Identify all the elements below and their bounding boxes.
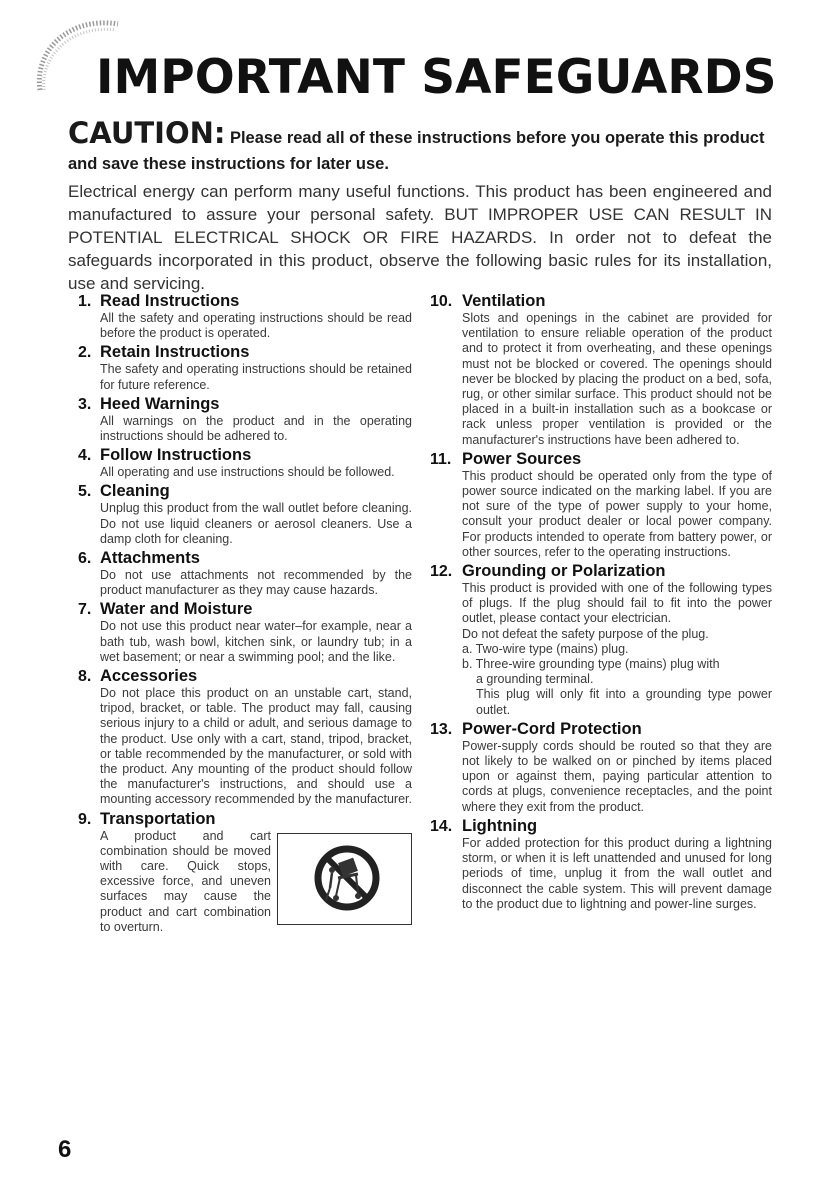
intro-paragraph: Electrical energy can perform many useful functions. This product has been engineered and manufactured to assure your personal safety. BUT IMPROPER USE CAN RESULT IN POTENTIAL ELECTRICAL SHOCK OR FIRE HAZARDS. In order not to defeat the safeguards incorporated in this product, observe the following basic rules for its installation, use and servicing. [68, 182, 772, 293]
safeguard-item [430, 292, 772, 448]
item-number: 14. [430, 817, 453, 835]
right-column [430, 292, 772, 914]
item-body: All the safety and operating instructions should be read before the product is operated. [100, 311, 412, 341]
plug-type-b-note: This plug will only fit into a grounding type power outlet. [476, 687, 772, 717]
item-title: Water and Moisture [100, 600, 253, 619]
left-column [78, 292, 412, 937]
safeguard-item [78, 343, 412, 392]
item-body: A product and cart combination should be moved with care. Quick stops, excessive force, and uneven surfaces may cause the product and cart combination to overturn. [100, 828, 271, 934]
safeguard-item [78, 600, 412, 665]
safeguard-item [78, 395, 412, 444]
item-body: This product should be operated only from the type of power source indicated on the marking label. If you are not sure of the type of power supply to your home, consult your product dealer or local power company. For products intended to operate from battery power, or other sources, refer to the operating instructions. [462, 468, 772, 559]
caution-text-line2: and save these instructions for later use. [68, 155, 389, 173]
safeguard-item-grounding [430, 562, 772, 718]
item-body: Slots and openings in the cabinet are provided for ventilation to ensure reliable operation of the product and to protect it from overheating, and these openings must not be blocked or covered. The openings should never be blocked by placing the product on a bed, sofa, rug, or other similar surface. This product should not be placed in a built-in installation such as a bookcase or rack unless proper ventilation is provided or the manufacturer's instructions have been adhered to. [462, 311, 772, 447]
caution-block [68, 118, 788, 174]
safeguard-item [430, 817, 772, 912]
item-number: 2. [78, 344, 92, 362]
item-number: 9. [78, 810, 92, 828]
item-body: The safety and operating instructions should be retained for future reference. [100, 362, 412, 392]
item-body: Power-supply cords should be routed so that they are not likely to be walked on or pinched by items placed upon or against them, paying particular attention to cords at plugs, convenience receptacles, and the point where they exit from the product. [462, 738, 772, 814]
item-title: Follow Instructions [100, 446, 252, 465]
page-title: IMPORTANT SAFEGUARDS [96, 50, 777, 105]
page-number: 6 [58, 1136, 72, 1163]
item-body: Unplug this product from the wall outlet before cleaning. Do not use liquid cleaners or aerosol cleaners. Use a damp cloth for cleaning. [100, 501, 412, 546]
item-body: For added protection for this product during a lightning storm, or when it is left unattended and unused for long periods of time, unplug it from the wall outlet and disconnect the cable system. This will prevent damage to the product due to lightning and power-line surges. [462, 835, 772, 911]
item-number: 5. [78, 483, 92, 501]
item-body: Do not use attachments not recommended by the product manufacturer as they may cause hazards. [100, 568, 412, 598]
item-title: Retain Instructions [100, 343, 250, 362]
item-title: Lightning [462, 816, 538, 835]
item-title: Heed Warnings [100, 394, 220, 413]
item-title: Power-Cord Protection [462, 719, 642, 738]
item-number: 3. [78, 395, 92, 413]
cart-tip-over-warning-icon [314, 838, 380, 918]
item-number: 13. [430, 720, 453, 738]
item-number: 4. [78, 447, 92, 465]
item-title: Accessories [100, 667, 198, 686]
item-body: All operating and use instructions should be followed. [100, 465, 395, 480]
item-body: This product is provided with one of the following types of plugs. If the plug should fail to fit into the power outlet, please contact your electrician. [462, 581, 772, 626]
plug-type-b: b. Three-wire grounding type (mains) plug with [462, 657, 720, 672]
caution-text-line1: Please read all of these instructions before you operate this product [229, 129, 765, 147]
item-title: Cleaning [100, 482, 170, 501]
safeguard-item [430, 450, 772, 560]
item-number: 10. [430, 293, 453, 310]
safeguard-item-transportation [78, 810, 412, 935]
item-number: 11. [430, 450, 452, 468]
title-block [30, 10, 777, 110]
safeguard-item [430, 720, 772, 815]
item-title: Read Instructions [100, 292, 240, 310]
item-title: Transportation [100, 809, 216, 828]
item-number: 1. [78, 293, 92, 310]
item-title: Attachments [100, 549, 200, 568]
safeguard-item [78, 292, 412, 341]
item-body-line: Do not defeat the safety purpose of the plug. [462, 626, 709, 641]
caution-label: CAUTION: [68, 116, 226, 150]
plug-type-a: a. Two-wire type (mains) plug. [462, 641, 629, 656]
item-title: Grounding or Polarization [462, 562, 666, 581]
item-body: All warnings on the product and in the operating instructions should be adhered to. [100, 413, 412, 444]
item-body: Do not place this product on an unstable cart, stand, tripod, bracket, or table. The product may fall, causing serious injury to a child or adult, and serious damage to the product. Use only with a cart, stand, tripod, bracket, or table recommended by the manufacturer, or sold with the product. Any mounting of the product should follow the manufacturer's instructions, and should use a mounting accessory recommended by the manufacturer. [100, 686, 412, 807]
safeguard-item [78, 667, 412, 808]
item-title: Ventilation [462, 292, 546, 310]
item-title: Power Sources [462, 449, 582, 468]
safeguard-item [78, 482, 412, 547]
item-number: 12. [430, 563, 453, 581]
plug-type-b-continuation: a grounding terminal. [476, 672, 594, 687]
item-number: 6. [78, 550, 92, 568]
safeguard-item [78, 446, 412, 480]
cart-warning-box [277, 833, 412, 925]
item-number: 7. [78, 601, 92, 619]
item-number: 8. [78, 668, 92, 686]
item-body: Do not use this product near water–for example, near a bath tub, wash bowl, kitchen sink, or laundry tub; in a wet basement; or near a swimming pool; and the like. [100, 619, 412, 664]
safeguard-item [78, 549, 412, 598]
